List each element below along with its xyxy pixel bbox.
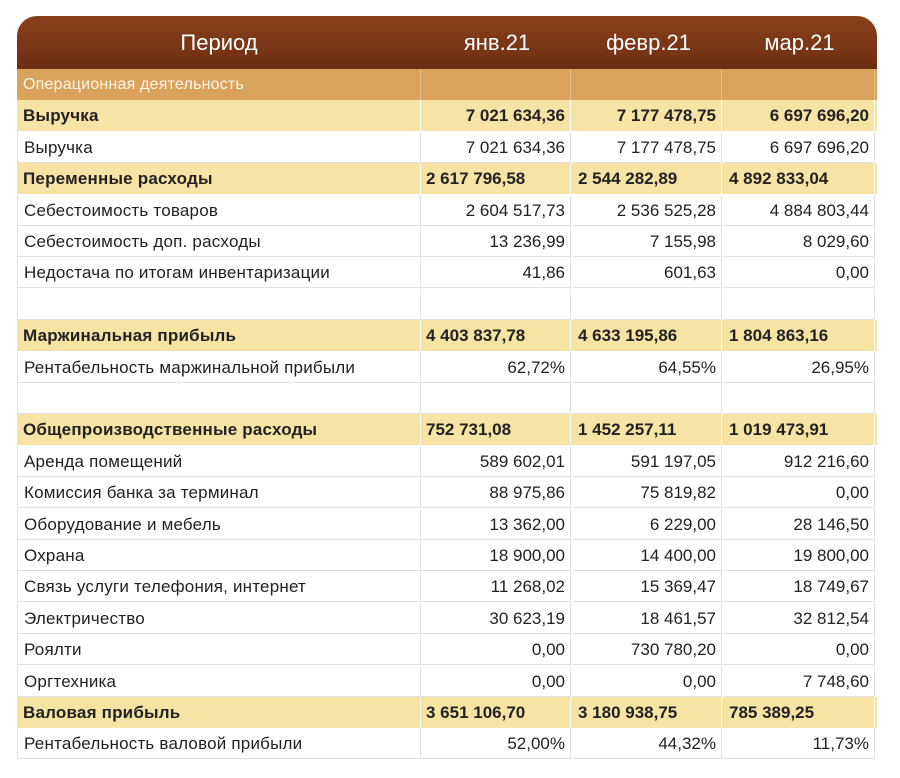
row-label: Охрана — [17, 540, 421, 571]
cell-feb: 14 400,00 — [573, 540, 722, 571]
row-label: Маржинальная прибыль — [17, 320, 421, 351]
month-header-feb: февр.21 — [606, 30, 691, 55]
cell-feb: 7 155,98 — [573, 226, 722, 257]
period-header: Период — [180, 30, 258, 55]
table-row — [17, 446, 877, 477]
row-label — [17, 289, 421, 320]
row-label: Общепроизводственные расходы — [17, 414, 421, 445]
cell-feb: 44,32% — [573, 728, 722, 759]
summary-row — [17, 697, 877, 728]
spacer-row — [17, 289, 877, 320]
report-table — [17, 16, 877, 778]
cell-jan: 13 362,00 — [421, 509, 571, 540]
cell-mar: 8 029,60 — [724, 226, 875, 257]
row-label: Себестоимость товаров — [17, 195, 421, 226]
cell-jan — [421, 69, 571, 100]
cell-mar: 6 697 696,20 — [724, 132, 875, 163]
cell-jan: 4 403 837,78 — [421, 320, 571, 351]
cell-mar: 1 804 863,16 — [724, 320, 875, 351]
summary-row — [17, 100, 877, 131]
cell-mar — [724, 289, 875, 320]
cell-feb — [573, 289, 722, 320]
cell-mar: 1 019 473,91 — [724, 414, 875, 445]
row-label: Роялти — [17, 634, 421, 665]
cell-feb: 15 369,47 — [573, 571, 722, 602]
cell-feb — [573, 383, 722, 414]
row-label: Рентабельность валовой прибыли — [17, 728, 421, 759]
cell-mar: 0,00 — [724, 634, 875, 665]
cell-jan: 52,00% — [421, 728, 571, 759]
cell-jan: 30 623,19 — [421, 603, 571, 634]
table-row — [17, 571, 877, 602]
cell-jan: 0,00 — [421, 634, 571, 665]
cell-jan: 7 021 634,36 — [421, 132, 571, 163]
cell-feb: 7 177 478,75 — [573, 100, 722, 131]
row-label: Валовая прибыль — [17, 697, 421, 728]
table-row — [17, 634, 877, 665]
cell-mar: 11,73% — [724, 728, 875, 759]
cell-mar — [724, 383, 875, 414]
section-row — [17, 69, 877, 100]
cell-jan: 2 617 796,58 — [421, 163, 571, 194]
cell-mar — [724, 69, 875, 100]
cell-mar: 19 800,00 — [724, 540, 875, 571]
cell-mar: 32 812,54 — [724, 603, 875, 634]
row-label: Аренда помещений — [17, 446, 421, 477]
cell-jan: 752 731,08 — [421, 414, 571, 445]
cell-feb: 18 461,57 — [573, 603, 722, 634]
row-label: Связь услуги телефония, интернет — [17, 571, 421, 602]
summary-row — [17, 163, 877, 194]
cell-mar: 18 749,67 — [724, 571, 875, 602]
cell-mar: 7 748,60 — [724, 666, 875, 697]
cell-feb: 64,55% — [573, 352, 722, 383]
cell-jan: 13 236,99 — [421, 226, 571, 257]
row-label: Оргтехника — [17, 666, 421, 697]
table-row — [17, 666, 877, 697]
cell-jan: 3 651 106,70 — [421, 697, 571, 728]
summary-row — [17, 414, 877, 445]
table-row — [17, 257, 877, 288]
cell-jan: 41,86 — [421, 257, 571, 288]
cell-jan: 2 604 517,73 — [421, 195, 571, 226]
month-header-mar: мар.21 — [764, 30, 835, 55]
cell-mar: 28 146,50 — [724, 509, 875, 540]
cell-jan: 11 268,02 — [421, 571, 571, 602]
row-label: Комиссия банка за терминал — [17, 477, 421, 508]
cell-jan — [421, 289, 571, 320]
cell-mar: 6 697 696,20 — [724, 100, 875, 131]
cell-jan: 88 975,86 — [421, 477, 571, 508]
row-label: Выручка — [17, 100, 421, 131]
spacer-row — [17, 383, 877, 414]
row-label: Электричество — [17, 603, 421, 634]
cell-feb: 3 180 938,75 — [573, 697, 722, 728]
cell-feb: 591 197,05 — [573, 446, 722, 477]
cell-mar: 0,00 — [724, 477, 875, 508]
summary-row — [17, 320, 877, 351]
cell-jan: 7 021 634,36 — [421, 100, 571, 131]
row-label: Выручка — [17, 132, 421, 163]
table-row — [17, 226, 877, 257]
row-label: Операционная деятельность — [17, 69, 421, 100]
cell-feb: 4 633 195,86 — [573, 320, 722, 351]
row-label: Переменные расходы — [17, 163, 421, 194]
cell-feb: 7 177 478,75 — [573, 132, 722, 163]
row-label: Рентабельность маржинальной прибыли — [17, 352, 421, 383]
table-row — [17, 132, 877, 163]
row-label: Оборудование и мебель — [17, 509, 421, 540]
cell-feb: 0,00 — [573, 666, 722, 697]
row-label: Себестоимость доп. расходы — [17, 226, 421, 257]
row-label — [17, 383, 421, 414]
table-row — [17, 477, 877, 508]
table-row — [17, 603, 877, 634]
cell-mar: 4 892 833,04 — [724, 163, 875, 194]
cell-feb: 75 819,82 — [573, 477, 722, 508]
cell-mar: 785 389,25 — [724, 697, 875, 728]
cell-feb: 730 780,20 — [573, 634, 722, 665]
cell-jan: 62,72% — [421, 352, 571, 383]
cell-feb: 6 229,00 — [573, 509, 722, 540]
table-row — [17, 728, 877, 759]
table-header — [17, 16, 877, 69]
cell-mar: 0,00 — [724, 257, 875, 288]
cell-feb: 1 452 257,11 — [573, 414, 722, 445]
cell-jan: 18 900,00 — [421, 540, 571, 571]
cell-jan — [421, 383, 571, 414]
cell-jan: 0,00 — [421, 666, 571, 697]
cell-mar: 4 884 803,44 — [724, 195, 875, 226]
cell-mar: 912 216,60 — [724, 446, 875, 477]
table-row — [17, 352, 877, 383]
cell-jan: 589 602,01 — [421, 446, 571, 477]
table-row — [17, 195, 877, 226]
cell-feb: 2 544 282,89 — [573, 163, 722, 194]
row-label: Недостача по итогам инвентаризации — [17, 257, 421, 288]
cell-feb: 601,63 — [573, 257, 722, 288]
cell-feb — [573, 69, 722, 100]
cell-feb: 2 536 525,28 — [573, 195, 722, 226]
cell-mar: 26,95% — [724, 352, 875, 383]
month-header-jan: янв.21 — [463, 30, 531, 55]
table-row — [17, 509, 877, 540]
table-row — [17, 540, 877, 571]
